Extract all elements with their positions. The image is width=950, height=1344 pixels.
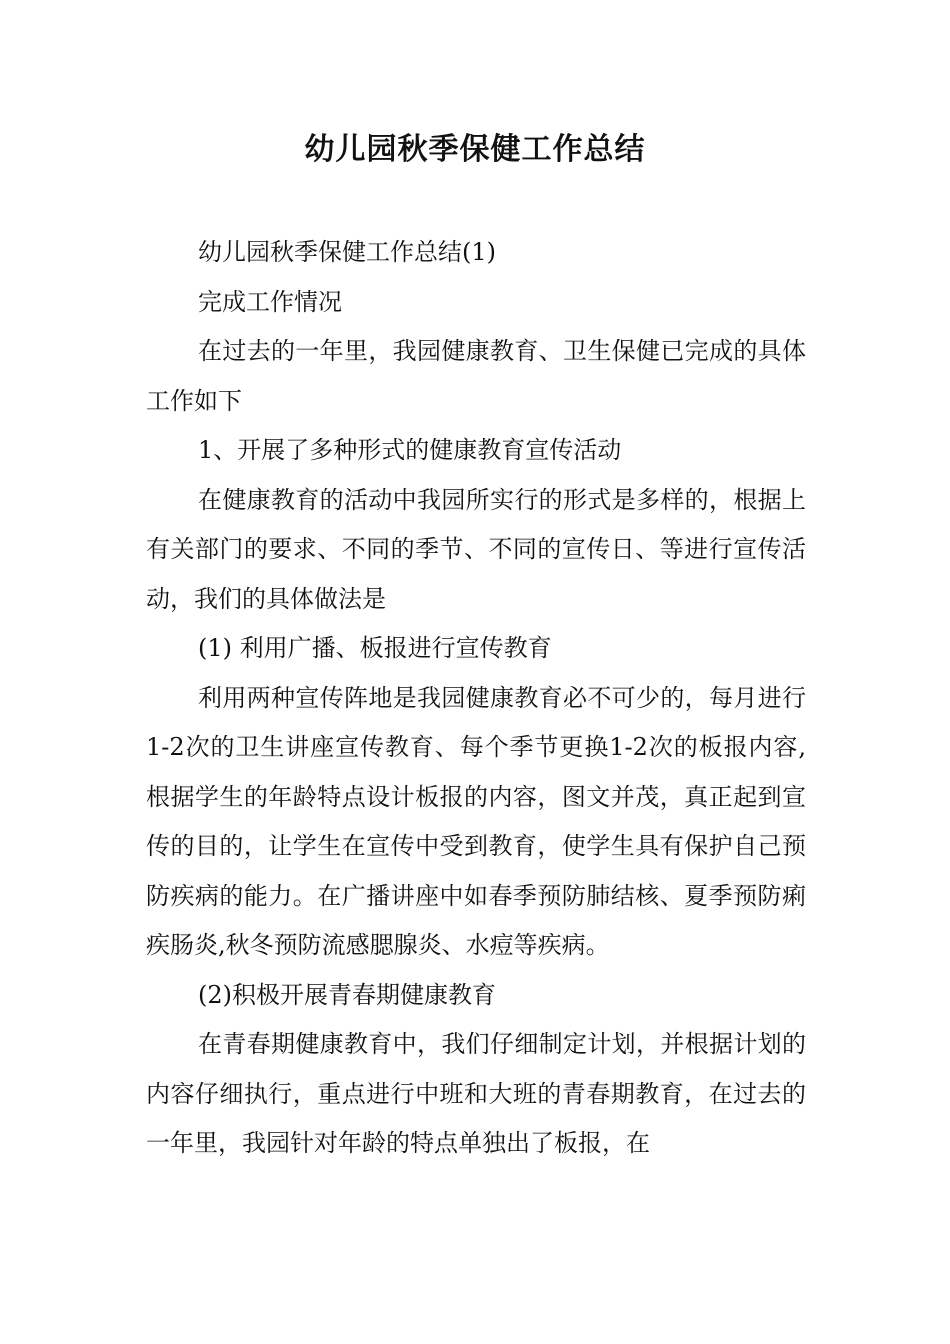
- paragraph-intro: 在过去的一年里，我园健康教育、卫生保健已完成的具体工作如下: [146, 337, 806, 415]
- section-heading: 幼儿园秋季保健工作总结(1): [198, 238, 496, 266]
- paragraph-broadcast: 利用两种宣传阵地是我园健康教育必不可少的，每月进行1-2次的卫生讲座宣传教育、每个季节更换1-2次的板报内容,根据学生的年龄特点设计板报的内容，图文并茂，真正起到宣传的目的，让学生在宣传中受到教育，使学生具有保护自己预防疾病的能力。在广播讲座中如春季预防肺结核、夏季预防痢疾肠炎,秋冬预防流感腮腺炎、水痘等疾病。: [146, 683, 806, 959]
- subheading-broadcast: (1) 利用广播、板报进行宣传教育: [198, 634, 552, 662]
- paragraph-adolescence: 在青春期健康教育中，我们仔细制定计划，并根据计划的内容仔细执行，重点进行中班和大班的青春期教育，在过去的一年里，我园针对年龄的特点单独出了板报，在: [146, 1030, 806, 1157]
- subheading-health-education: 1、开展了多种形式的健康教育宣传活动: [198, 436, 622, 464]
- paragraph-activities: 在健康教育的活动中我园所实行的形式是多样的，根据上有关部门的要求、不同的季节、不同的宣传日、等进行宣传活动，我们的具体做法是: [146, 485, 806, 613]
- document-body: [146, 228, 806, 1169]
- document-title: 幼儿园秋季保健工作总结: [304, 132, 646, 167]
- subheading-work-status: 完成工作情况: [198, 287, 342, 316]
- subheading-adolescence: (2)积极开展青春期健康教育: [198, 980, 496, 1009]
